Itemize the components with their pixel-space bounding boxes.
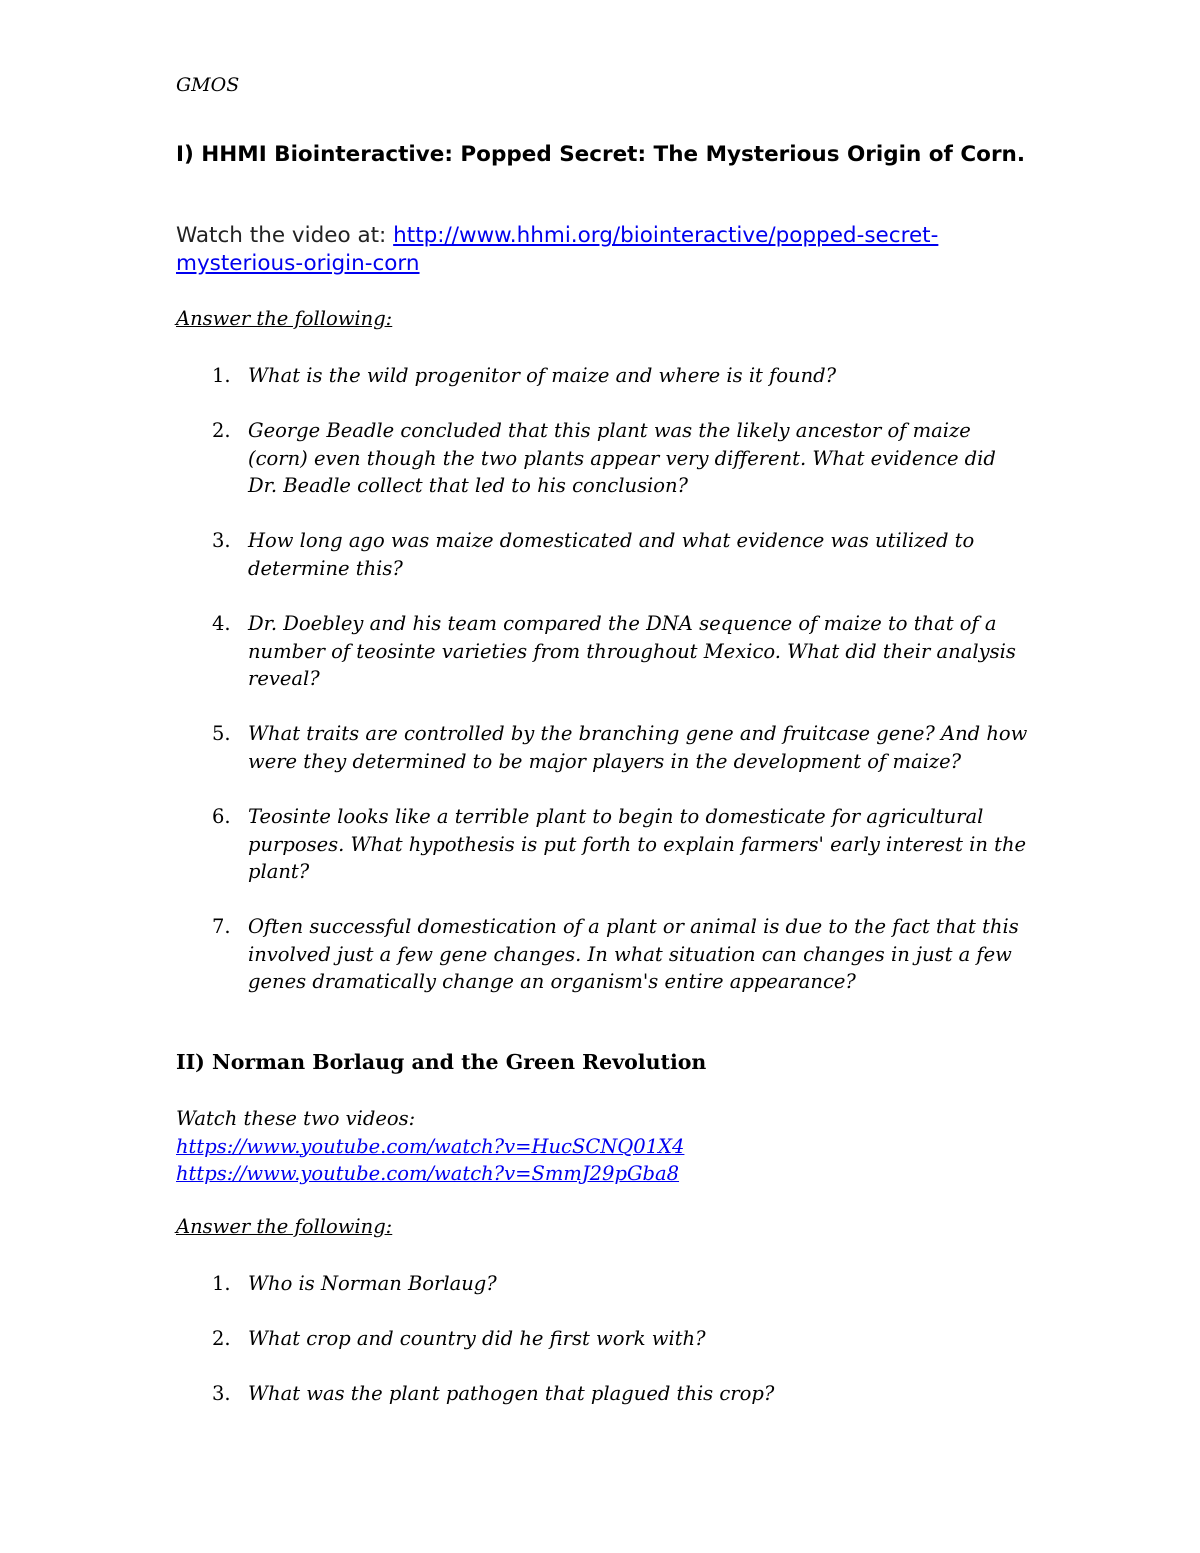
watch-prefix: Watch the video at: xyxy=(176,223,394,248)
question-text: Who is Norman Borlaug? xyxy=(248,1272,497,1295)
youtube-video-link-2[interactable]: https://www.youtube.com/watch?v=SmmJ29pGba8 xyxy=(176,1162,680,1185)
section2-answer-heading: Answer the following: xyxy=(176,1215,393,1238)
question-number: 3. xyxy=(212,1382,231,1405)
header-label: GMOS xyxy=(176,74,240,96)
section1-title: I) HHMI Biointeractive: Popped Secret: The Mysterious Origin of Corn. xyxy=(176,142,1026,167)
section2-watch-block xyxy=(176,1105,684,1188)
question-number: 2. xyxy=(212,1327,231,1350)
question-text: What crop and country did he first work with? xyxy=(248,1327,706,1350)
question-text: Teosinte looks like a terrible plant to begin to domesticate for agricultural purposes. What hypothesis is put forth to explain farmers' early interest in the plant? xyxy=(248,805,1027,883)
question-number: 1. xyxy=(212,1272,231,1295)
question-text: How long ago was maize domesticated and what evidence was utilized to determine this? xyxy=(248,529,975,580)
question-number: 5. xyxy=(212,722,231,745)
question-text: Often successful domestication of a plant or animal is due to the fact that this involved just a few gene changes. In what situation can changes in just a few genes dramatically change an organism's entire appearance? xyxy=(248,915,1019,993)
question-number: 7. xyxy=(212,915,231,938)
section1-answer-heading: Answer the following: xyxy=(176,307,393,330)
watch-label: Watch these two videos: xyxy=(176,1107,416,1130)
question-number: 3. xyxy=(212,529,231,552)
question-number: 6. xyxy=(212,805,231,828)
question-number: 4. xyxy=(212,612,231,635)
section2-title: II) Norman Borlaug and the Green Revolution xyxy=(176,1050,707,1074)
question-number: 2. xyxy=(212,419,231,442)
question-text: What is the wild progenitor of maize and where is it found? xyxy=(248,364,837,387)
question-number: 1. xyxy=(212,364,231,387)
question-text: What was the plant pathogen that plagued this crop? xyxy=(248,1382,775,1405)
question-text: George Beadle concluded that this plant was the likely ancestor of maize (corn) even though the two plants appear very different. What evidence did Dr. Beadle collect that led to his conclusion? xyxy=(248,419,996,497)
question-text: Dr. Doebley and his team compared the DNA sequence of maize to that of a number of teosinte varieties from throughout Mexico. What did their analysis reveal? xyxy=(248,612,1016,690)
youtube-video-link-1[interactable]: https://www.youtube.com/watch?v=HucSCNQ01X4 xyxy=(176,1134,685,1158)
section1-watch-line xyxy=(176,222,1056,278)
question-text: What traits are controlled by the branching gene and fruitcase gene? And how were they determined to be major players in the development of maize? xyxy=(248,722,1028,773)
hhmi-video-link[interactable]: http://www.hhmi.org/biointeractive/popped-secret-mysterious-origin-corn xyxy=(176,223,939,276)
